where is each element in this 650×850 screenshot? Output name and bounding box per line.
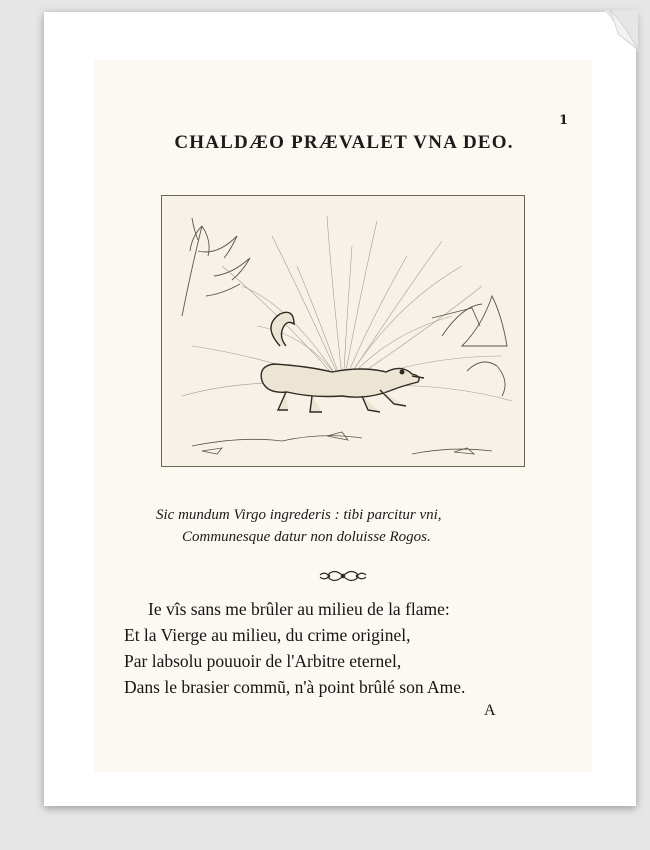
french-verse bbox=[122, 596, 582, 700]
page-curl bbox=[604, 10, 638, 52]
french-line-3: Par labsolu pouuoir de l'Arbitre eternel, bbox=[124, 651, 402, 671]
french-line-2: Et la Vierge au milieu, du crime originel, bbox=[124, 625, 411, 645]
latin-line-1: Sic mundum Virgo ingrederis : tibi parcitur vni, bbox=[156, 507, 442, 523]
engraving-illustration bbox=[161, 195, 525, 467]
signature-mark: A bbox=[484, 702, 496, 719]
salamander bbox=[261, 312, 424, 412]
page-number: 1 bbox=[558, 113, 568, 128]
print-mount bbox=[44, 12, 636, 806]
french-line-1: Ie vîs sans me brûler au milieu de la flame: bbox=[148, 599, 450, 619]
page-title: CHALDÆO PRÆVALET VNA DEO. bbox=[174, 132, 514, 153]
latin-line-2: Communesque datur non doluisse Rogos. bbox=[182, 529, 431, 545]
salamander-in-flames-image bbox=[162, 196, 524, 466]
latin-verse bbox=[134, 504, 574, 548]
fleuron-ornament-icon bbox=[318, 567, 368, 585]
french-line-4: Dans le brasier commũ, n'à point brûlé son Ame. bbox=[124, 677, 466, 697]
book-page bbox=[94, 60, 592, 772]
